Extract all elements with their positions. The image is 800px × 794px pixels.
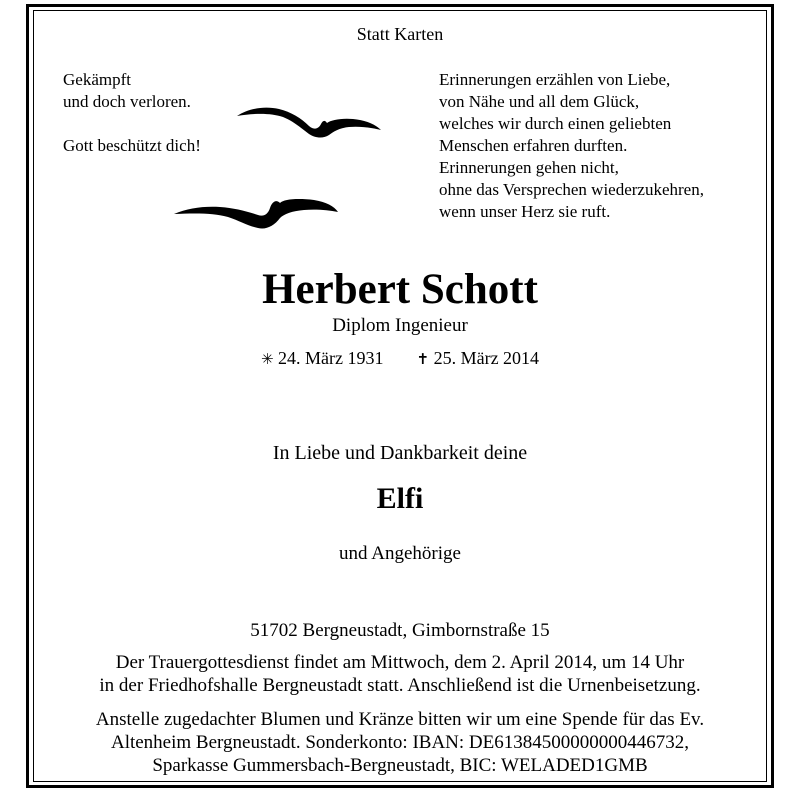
left-verse: [63, 69, 201, 157]
birth-date: 24. März 1931: [278, 348, 384, 368]
right-verse-line: Erinnerungen gehen nicht,: [439, 158, 619, 177]
header-text: Statt Karten: [356, 24, 444, 44]
death-cross-icon: ✝: [416, 350, 430, 368]
deceased-name: Herbert Schott: [262, 266, 538, 313]
service-line: in der Friedhofshalle Bergneustadt statt. Anschließend ist die Urnenbeisetzung.: [99, 675, 701, 696]
service-line: Der Trauergottesdienst findet am Mittwoch, dem 2. April 2014, um 14 Uhr: [115, 652, 685, 673]
bird-icon: [172, 194, 340, 234]
bird-icon: [235, 104, 383, 144]
deceased-title: Diplom Ingenieur: [332, 315, 468, 336]
donation-notice: [0, 708, 800, 777]
right-verse-line: Menschen erfahren durften.: [439, 136, 628, 155]
right-verse-line: Erinnerungen erzählen von Liebe,: [439, 70, 671, 89]
dedication-text: In Liebe und Dankbarkeit deine: [272, 442, 528, 464]
left-verse-line: Gott beschützt dich!: [63, 136, 201, 155]
service-notice: [0, 651, 800, 697]
death-date: 25. März 2014: [433, 348, 540, 368]
donation-line: Anstelle zugedachter Blumen und Kränze bitten wir um eine Spende für das Ev.: [95, 709, 705, 730]
life-dates: [0, 346, 800, 371]
family-text: und Angehörige: [339, 543, 461, 564]
donation-line: Sparkasse Gummersbach-Bergneustadt, BIC: WELADED1GMB: [152, 755, 648, 776]
right-verse-line: welches wir durch einen geliebten: [439, 114, 672, 133]
right-verse-line: von Nähe und all dem Glück,: [439, 92, 640, 111]
left-verse-line: und doch verloren.: [63, 92, 191, 111]
birth-star-icon: ✳: [260, 350, 274, 368]
right-verse-line: wenn unser Herz sie ruft.: [439, 202, 611, 221]
spouse-name: Elfi: [376, 482, 424, 515]
address-text: 51702 Bergneustadt, Gimbornstraße 15: [250, 620, 550, 641]
right-verse: [439, 69, 704, 223]
left-verse-line: Gekämpft: [63, 70, 131, 89]
donation-line: Altenheim Bergneustadt. Sonderkonto: IBAN: DE61384500000000446732,: [110, 732, 690, 753]
right-verse-line: ohne das Versprechen wiederzukehren,: [439, 180, 704, 199]
